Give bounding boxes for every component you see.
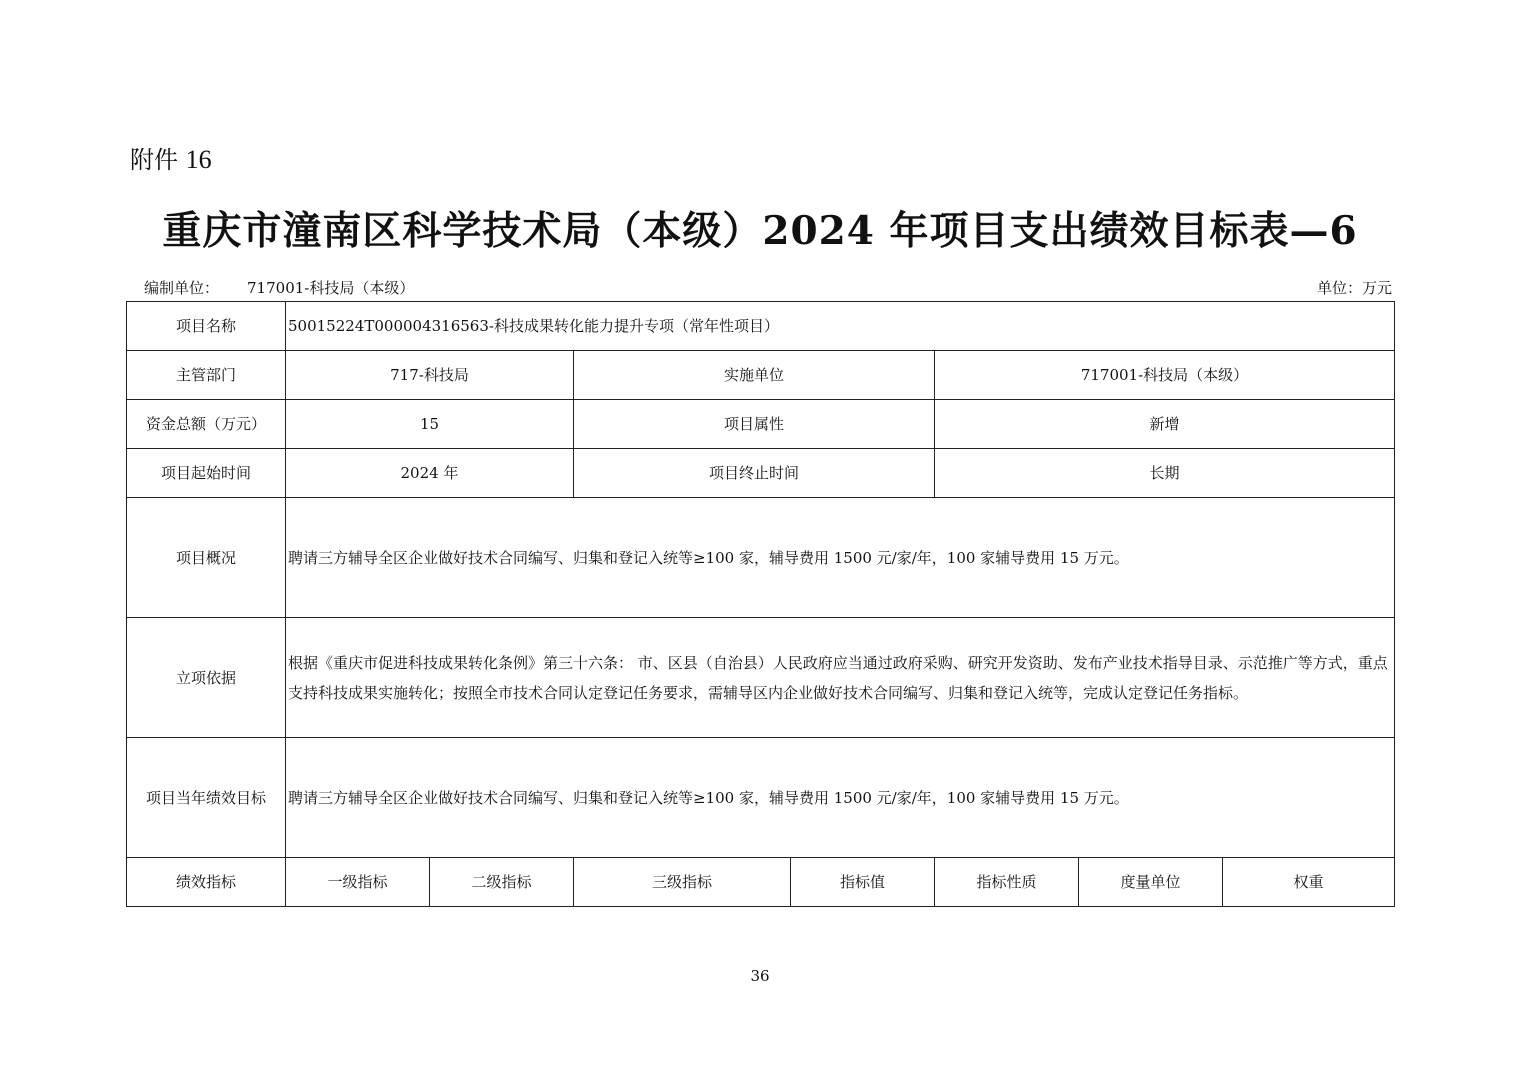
document-title: 重庆市潼南区科学技术局（本级）2024 年项目支出绩效目标表—6 xyxy=(162,208,1358,254)
perf-header-level2: 二级指标 xyxy=(430,858,574,907)
table-row xyxy=(127,449,1395,498)
fund-label: 资金总额（万元） xyxy=(127,400,286,449)
dept-label: 主管部门 xyxy=(127,351,286,400)
basis-label: 立项依据 xyxy=(127,618,286,738)
goal-label: 项目当年绩效目标 xyxy=(127,738,286,858)
table-row xyxy=(127,302,1395,351)
perf-header-level3: 三级指标 xyxy=(574,858,791,907)
project-name-value: 50015224T000004316563-科技成果转化能力提升专项（常年性项目） xyxy=(286,302,1395,351)
project-name-label: 项目名称 xyxy=(127,302,286,351)
attachment-label-text: 附件 xyxy=(130,146,178,174)
perf-header-weight: 权重 xyxy=(1223,858,1395,907)
perf-header-level1: 一级指标 xyxy=(286,858,430,907)
end-value: 长期 xyxy=(935,449,1395,498)
table-row xyxy=(127,351,1395,400)
end-label: 项目终止时间 xyxy=(574,449,935,498)
fund-value: 15 xyxy=(286,400,574,449)
attr-value: 新增 xyxy=(935,400,1395,449)
perf-header-unit: 度量单位 xyxy=(1079,858,1223,907)
table-row xyxy=(127,858,1395,907)
basis-value: 根据《重庆市促进科技成果转化条例》第三十六条： 市、区县（自治县）人民政府应当通过政府采购、研究开发资助、发布产业技术指导目录、示范推广等方式，重点支持科技成果实施转化；按照全市技术合同认定登记任务要求，需辅导区内企业做好技术合同编写、归集和登记入统等，完成认定登记任务指标。 xyxy=(286,618,1395,738)
goal-value: 聘请三方辅导全区企业做好技术合同编写、归集和登记入统等≥100 家，辅导费用 1500 元/家/年，100 家辅导费用 15 万元。 xyxy=(286,738,1395,858)
dept-value: 717-科技局 xyxy=(286,351,574,400)
compiler-value: 717001-科技局（本级） xyxy=(247,279,415,297)
performance-target-table xyxy=(126,301,1395,907)
perf-label: 绩效指标 xyxy=(127,858,286,907)
start-value: 2024 年 xyxy=(286,449,574,498)
compiler-info xyxy=(144,277,414,298)
overview-label: 项目概况 xyxy=(127,498,286,618)
start-label: 项目起始时间 xyxy=(127,449,286,498)
table-row xyxy=(127,400,1395,449)
impl-value: 717001-科技局（本级） xyxy=(935,351,1395,400)
table-row xyxy=(127,618,1395,738)
page-number: 36 xyxy=(750,967,770,985)
perf-header-value: 指标值 xyxy=(791,858,935,907)
unit-text: 单位：万元 xyxy=(1316,279,1392,297)
attachment-label xyxy=(130,140,212,175)
overview-value: 聘请三方辅导全区企业做好技术合同编写、归集和登记入统等≥100 家，辅导费用 1500 元/家/年，100 家辅导费用 15 万元。 xyxy=(286,498,1395,618)
perf-header-nature: 指标性质 xyxy=(935,858,1079,907)
table-row xyxy=(127,738,1395,858)
table-row xyxy=(127,498,1395,618)
compiler-label: 编制单位： xyxy=(144,279,220,297)
impl-label: 实施单位 xyxy=(574,351,935,400)
attachment-number: 16 xyxy=(185,145,212,174)
attr-label: 项目属性 xyxy=(574,400,935,449)
